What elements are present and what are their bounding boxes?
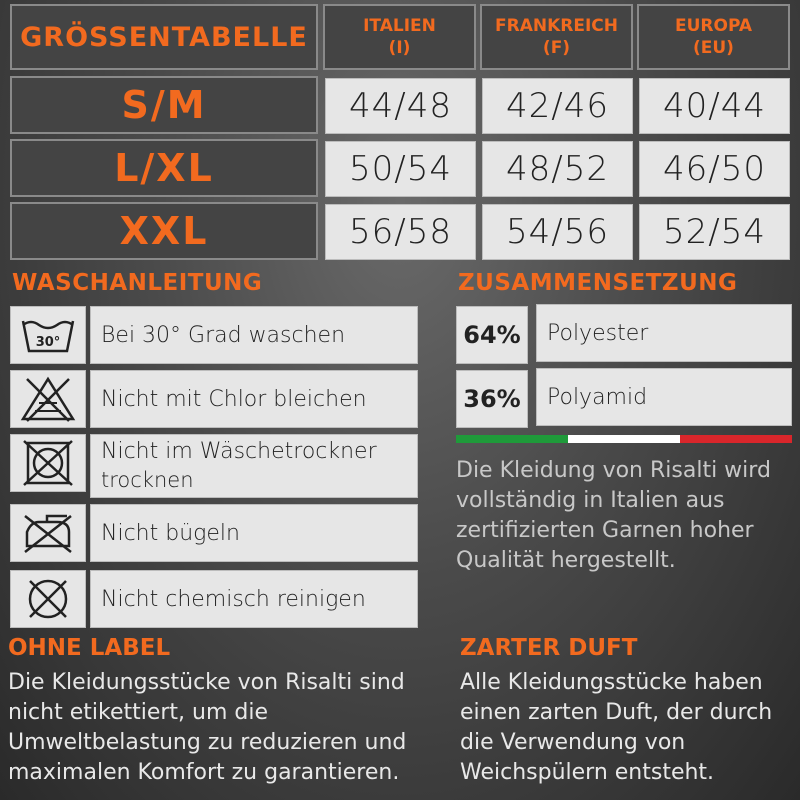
column-header-label: EUROPA — [674, 16, 752, 36]
column-header-code: (I) — [388, 38, 411, 58]
flag-red — [680, 435, 792, 443]
washing-instruction: Nicht bügeln — [90, 504, 418, 562]
no-bleach-icon — [10, 370, 86, 428]
composition-title: ZUSAMMENSETZUNG — [458, 270, 738, 296]
washing-instruction: Nicht chemisch reinigen — [90, 570, 418, 628]
size-row-label — [10, 76, 318, 134]
size-value-cell: 52/54 — [639, 204, 790, 260]
description-line: Die Kleidung von Risalti wird — [456, 458, 771, 483]
washing-instruction-line: Nicht im Wäschetrockner — [101, 439, 377, 464]
size-value-cell: 48/52 — [482, 141, 633, 197]
no-label-line: maximalen Komfort zu garantieren. — [8, 760, 400, 785]
column-header-label: ITALIEN — [363, 16, 436, 36]
description-line: vollständig in Italien aus — [456, 488, 725, 513]
size-row-label — [10, 139, 318, 197]
description-line: Qualität hergestellt. — [456, 548, 676, 573]
size-value-cell: 42/46 — [482, 78, 633, 134]
no-dry-clean-icon — [10, 570, 86, 628]
no-label-line: Umweltbelastung zu reduzieren und — [8, 730, 407, 755]
size-value-cell: 54/56 — [482, 204, 633, 260]
column-header-code: (F) — [542, 38, 571, 58]
no-label-line: nicht etikettiert, um die — [8, 700, 269, 725]
composition-percent: 64% — [456, 306, 528, 364]
size-value-cell: 50/54 — [325, 141, 476, 197]
column-header-label: FRANKREICH — [495, 16, 618, 36]
size-label: L/XL — [114, 146, 214, 190]
washing-instruction: Bei 30° Grad waschen — [90, 306, 418, 364]
column-header-europa — [637, 4, 790, 70]
size-value-cell: 56/58 — [325, 204, 476, 260]
column-header-italien — [323, 4, 476, 70]
no-tumble-dry-icon — [10, 434, 86, 492]
flag-green — [456, 435, 568, 443]
size-table-title-cell — [10, 4, 318, 70]
washing-instruction — [90, 434, 418, 498]
italian-flag-stripe — [456, 435, 792, 443]
no-label-title: OHNE LABEL — [8, 635, 171, 661]
size-table-title: GRÖSSENTABELLE — [20, 21, 308, 53]
size-value-cell: 44/48 — [325, 78, 476, 134]
composition-material: Polyester — [536, 304, 792, 362]
column-header-frankreich — [480, 4, 633, 70]
column-header-code: (EU) — [693, 38, 734, 58]
wash-30-icon — [10, 306, 86, 364]
scent-line: Alle Kleidungsstücke haben — [460, 670, 763, 695]
washing-title: WASCHANLEITUNG — [12, 270, 263, 296]
size-value-cell: 40/44 — [639, 78, 790, 134]
size-label: S/M — [121, 83, 207, 127]
size-row-label — [10, 202, 318, 260]
wash-temperature-label: 30° — [35, 335, 61, 350]
no-label-line: Die Kleidungsstücke von Risalti sind — [8, 670, 405, 695]
scent-text — [460, 668, 796, 788]
size-value-cell: 46/50 — [639, 141, 790, 197]
composition-description — [456, 456, 796, 576]
description-line: zertifizierten Garnen hoher — [456, 518, 754, 543]
no-label-text — [8, 668, 428, 788]
scent-title: ZARTER DUFT — [460, 635, 638, 661]
scent-line: die Verwendung von — [460, 730, 686, 755]
scent-line: Weichspülern entsteht. — [460, 760, 715, 785]
composition-percent: 36% — [456, 370, 528, 428]
flag-white — [568, 435, 680, 443]
washing-instruction: Nicht mit Chlor bleichen — [90, 370, 418, 428]
washing-instruction-line: trocknen — [101, 468, 194, 492]
composition-material: Polyamid — [536, 368, 792, 426]
scent-line: einen zarten Duft, der durch — [460, 700, 773, 725]
no-iron-icon — [10, 504, 86, 562]
size-label: XXL — [119, 209, 209, 253]
